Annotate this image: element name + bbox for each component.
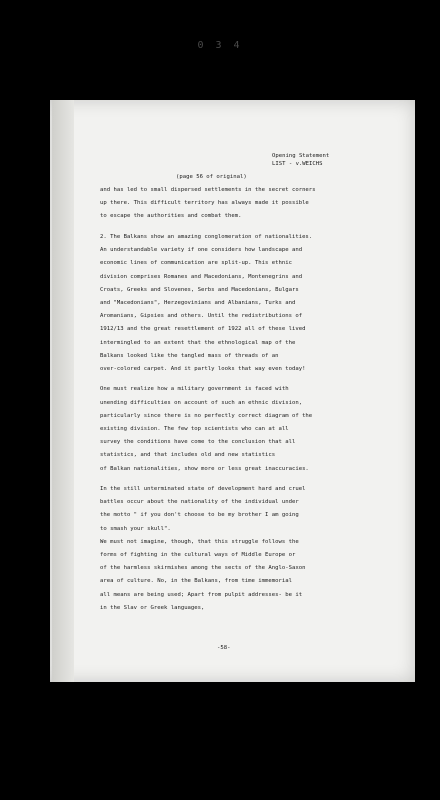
body-line: all means are being used; Apart from pulpit addresses- be it — [100, 591, 303, 598]
body-line: Aromanians, Gipsies and others. Until the redistributions of — [100, 313, 303, 320]
body-line: particularly since there is no perfectly correct diagram of the — [100, 412, 313, 419]
body-line: of Balkan nationalities, show more or less great inaccuracies. — [100, 465, 309, 472]
body-line: and has led to small dispersed settlements in the secret corners — [100, 187, 316, 193]
page-note: (page 56 of original) — [176, 174, 247, 180]
header-line-2: LIST - v.WEICHS — [272, 161, 323, 167]
body-line: to escape the authorities and combat them. — [100, 213, 242, 220]
body-line: of the harmless skirmishes among the sects of the Anglo-Saxon — [100, 565, 306, 572]
archive-stamp-number: 0 3 4 — [197, 40, 243, 51]
body-line: and "Macedonians", Herzegovinians and Albanians, Turks and — [100, 299, 296, 306]
body-line: economic lines of communication are split-up. This ethnic — [100, 260, 292, 267]
body-line: intermingled to an extent that the ethnological map of the — [100, 339, 296, 346]
body-line: forms of fighting in the cultural ways of Middle Europe or — [100, 552, 296, 558]
body-line: survey the conditions have come to the conclusion that all — [100, 439, 296, 446]
body-line: division comprises Romanes and Macedonians, Montenegrins and — [100, 273, 303, 280]
page-number: -58- — [217, 645, 231, 651]
body-line: to smash your skull". — [100, 525, 171, 532]
body-line: 2. The Balkans show an amazing conglomeration of nationalities. — [100, 233, 313, 240]
body-line: An understandable variety if one considers how landscape and — [100, 247, 303, 254]
body-line: up there. This difficult territory has always made it possible — [100, 200, 309, 207]
body-line: Croats, Greeks and Slovenes, Serbs and Macedonians, Bulgars — [100, 286, 299, 293]
body-line: We must not imagine, though, that this struggle follows the — [100, 538, 299, 545]
body-line: over-colored carpet. And it partly looks that way even today! — [100, 365, 306, 372]
body-line: One must realize how a military government is faced with — [100, 386, 289, 393]
body-line: unending difficulties on account of such an ethnic division, — [100, 399, 303, 406]
body-line: battles occur about the nationality of the individual under — [100, 499, 299, 506]
header-line-1: Opening Statement — [272, 153, 330, 159]
body-line: In the still unterminated state of development hard and cruel — [100, 486, 306, 492]
body-line: statistics, and that includes old and new statistics — [100, 452, 276, 459]
body-line: Balkans looked like the tangled mass of threads of an — [100, 352, 279, 359]
body-line: the motto " if you don't choose to be my brother I am going — [100, 512, 299, 519]
page-edge-strip — [52, 100, 74, 682]
body-line: existing division. The few top scientists who can at all — [100, 425, 289, 432]
body-line: area of culture. No, in the Balkans, from time immemorial — [100, 578, 292, 585]
body-line: in the Slav or Greek languages, — [100, 604, 205, 611]
body-line: 1912/13 and the great resettlement of 1922 all of these lived — [100, 326, 306, 333]
